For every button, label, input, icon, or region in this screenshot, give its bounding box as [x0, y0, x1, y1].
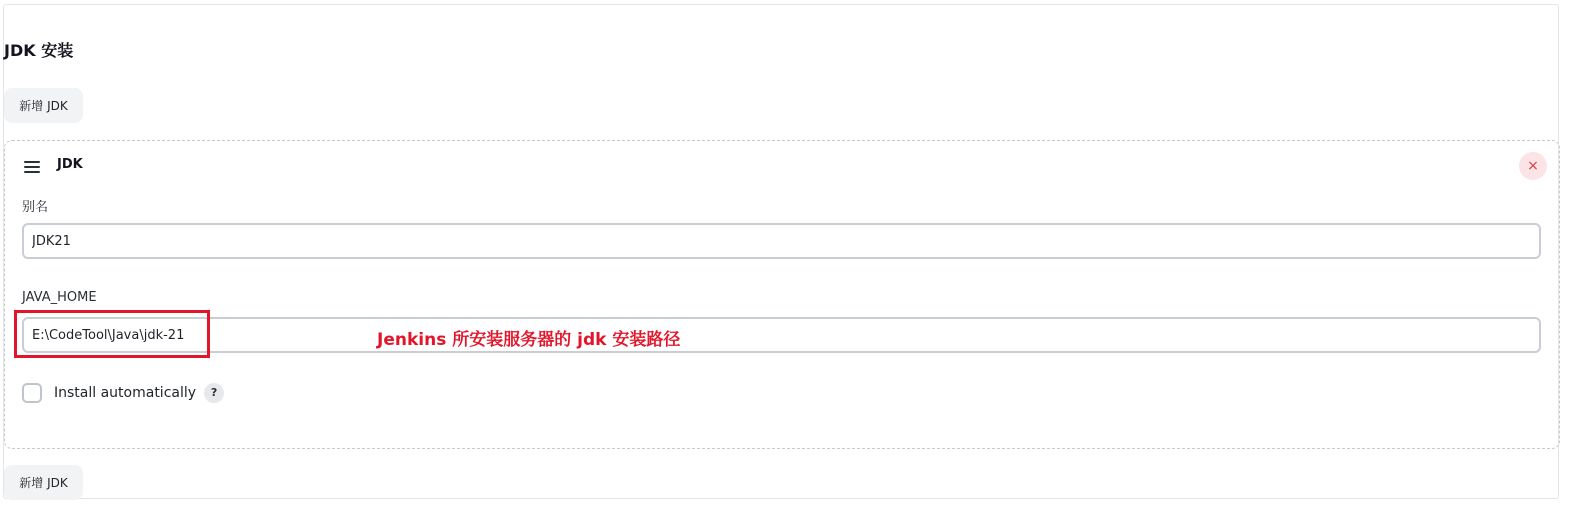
install-automatically-checkbox[interactable]: [22, 383, 42, 403]
jdk-item-title: JDK: [57, 157, 83, 172]
drag-handle-icon[interactable]: [24, 161, 40, 173]
annotation-text: Jenkins 所安装服务器的 jdk 安装路径: [377, 330, 681, 350]
install-automatically-label[interactable]: Install automatically: [54, 385, 197, 401]
add-jdk-button-bottom[interactable]: 新增 JDK: [4, 465, 83, 500]
install-automatically-row: [22, 381, 224, 405]
add-jdk-button-top[interactable]: 新增 JDK: [4, 88, 83, 123]
delete-jdk-button[interactable]: ×: [1519, 152, 1547, 180]
java-home-input[interactable]: [22, 317, 1541, 353]
alias-label: 别名: [22, 200, 49, 215]
jdk-item: [4, 140, 1560, 449]
help-icon[interactable]: ?: [204, 383, 224, 403]
java-home-label: JAVA_HOME: [22, 290, 97, 305]
section-title: JDK 安装: [4, 41, 74, 60]
alias-input[interactable]: [22, 223, 1541, 259]
